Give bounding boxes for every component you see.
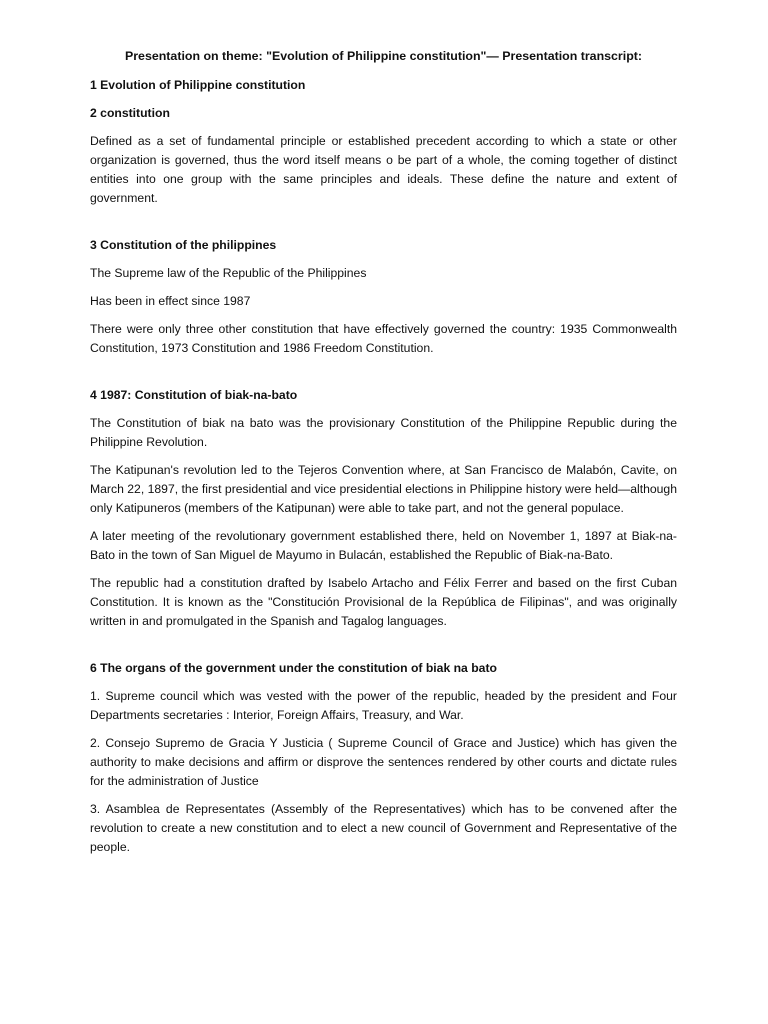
section-heading-6: 6 The organs of the government under the constitution of biak na bato (90, 661, 497, 675)
paragraph-supreme-law: The Supreme law of the Republic of the Philippines (90, 266, 367, 280)
spacer (90, 217, 677, 236)
list-item-supreme-council: 1. Supreme council which was vested with the power of the republic, headed by the president and Four Departments secretaries : Interior, Foreign Affairs, Treasury, and War. (90, 689, 677, 722)
section-heading-4: 4 1987: Constitution of biak-na-bato (90, 388, 298, 402)
list-item-consejo-supremo: 2. Consejo Supremo de Gracia Y Justicia ( Supreme Council of Grace and Justice) which has given the authority to make decisions and affirm or disprove the sentences rendered by other courts and dictate rules for the administration of Justice (90, 736, 677, 788)
paragraph-tejeros: The Katipunan's revolution led to the Tejeros Convention where, at San Francisco de Malabón, Cavite, on March 22, 1897, the first presidential and vice presidential elections in Philippine history were held—although only Katipuneros (members of the Katipunan) were able to take part, and not the general populace. (90, 463, 677, 515)
paragraph-in-effect: Has been in effect since 1987 (90, 294, 251, 308)
section-heading-2: 2 constitution (90, 106, 170, 120)
paragraph-later-meeting: A later meeting of the revolutionary government established there, held on November 1, 1897 at Biak-na-Bato in the town of San Miguel de Mayumo in Bulacán, established the Republic of Biak-na-Bato. (90, 529, 677, 562)
spacer (90, 640, 677, 659)
paragraph-drafted: The republic had a constitution drafted by Isabelo Artacho and Félix Ferrer and based on the first Cuban Constitution. It is known as the "Constitución Provisional de la República de Filipinas", and was originally written in and promulgated in the Spanish and Tagalog languages. (90, 576, 677, 628)
document-body (90, 47, 677, 866)
document-title: Presentation on theme: "Evolution of Philippine constitution"— Presentation transcript: (124, 49, 643, 63)
paragraph-constitution-definition: Defined as a set of fundamental principle or established precedent according to which a state or other organization is governed, thus the word itself means o be part of a whole, the coming together of distinct entities into one group with the same principles and ideals. These define the nature and extent of government. (90, 134, 677, 205)
section-heading-1: 1 Evolution of Philippine constitution (90, 78, 306, 92)
spacer (90, 367, 677, 386)
list-item-asamblea: 3. Asamblea de Representates (Assembly of the Representatives) which has to be convened after the revolution to create a new constitution and to elect a new council of Government and Representative of the people. (90, 802, 677, 854)
section-heading-3: 3 Constitution of the philippines (90, 238, 277, 252)
paragraph-provisionary: The Constitution of biak na bato was the provisionary Constitution of the Philippine Republic during the Philippine Revolution. (90, 416, 677, 449)
paragraph-other-constitutions: There were only three other constitution that have effectively governed the country: 1935 Commonwealth Constitution, 1973 Constitution and 1986 Freedom Constitution. (90, 322, 677, 355)
